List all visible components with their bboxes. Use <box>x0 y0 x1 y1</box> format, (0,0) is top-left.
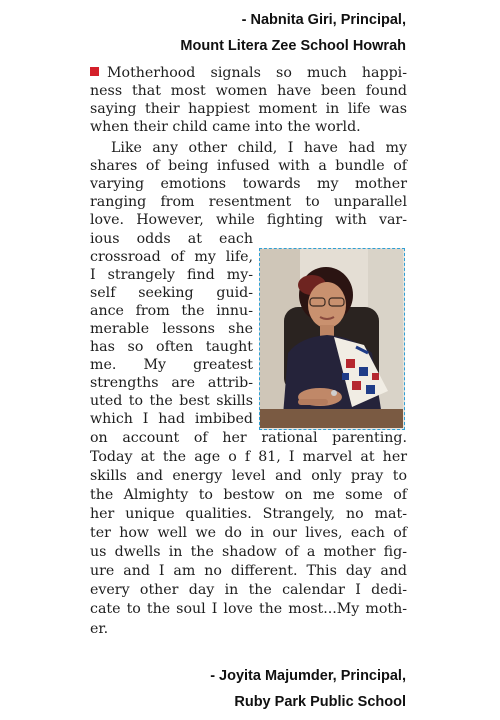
article-line: shares of being infused with a bundle of <box>90 158 407 174</box>
byline-top-school: Mount Litera Zee School Howrah <box>180 38 406 54</box>
red-square-bullet-icon <box>90 67 99 76</box>
article-line: Motherhood signals so much happi- <box>90 64 407 82</box>
article-line: crossroad of my life, <box>90 249 253 265</box>
article-line: strengths are attrib- <box>90 375 253 391</box>
article-line: her unique qualities. Strangely, no mat- <box>90 506 407 522</box>
article-line: the Almighty to bestow on me some of <box>90 487 407 503</box>
article-line: on account of her rational parenting. <box>90 430 407 446</box>
article-line: ness that most women have been found <box>90 83 407 99</box>
author-photo <box>259 248 405 430</box>
article-line: love. However, while fighting with var- <box>90 212 407 228</box>
article-line: er. <box>90 621 109 637</box>
article-line: merable lessons she <box>90 321 253 337</box>
byline-bottom-name: - Joyita Majumder, Principal, <box>210 668 406 684</box>
article-line: skills and energy level and only pray to <box>90 468 407 484</box>
article-line: ranging from resentment to unparallel <box>90 194 407 210</box>
portrait-illustration <box>260 249 403 428</box>
article-line: ious odds at each <box>90 231 253 247</box>
article-line: us dwells in the shadow of a mother fig- <box>90 544 407 560</box>
article-line: me. My greatest <box>90 357 253 373</box>
article-line: varying emotions towards my mother <box>90 176 407 192</box>
article-line: which I had imbibed <box>90 411 253 427</box>
byline-top-name: - Nabnita Giri, Principal, <box>241 12 406 28</box>
article-line: saying their happiest moment in life was <box>90 101 407 117</box>
article-line: uted to the best skills <box>90 393 253 409</box>
byline-bottom-school: Ruby Park Public School <box>234 694 406 710</box>
article-line: cate to the soul I love the most...My moth- <box>90 601 407 617</box>
article-line: ance from the innu- <box>90 303 253 319</box>
article-line: ure and I am no different. This day and <box>90 563 407 579</box>
article-line: self seeking guid- <box>90 285 253 301</box>
article-line: when their child came into the world. <box>90 119 361 135</box>
article-line: ter how well we do in our lives, each of <box>90 525 407 541</box>
article-line: Like any other child, I have had my <box>111 140 407 156</box>
article-line: every other day in the calendar I dedi- <box>90 582 407 598</box>
article-line: I strangely find my- <box>90 267 253 283</box>
article-line: has so often taught <box>90 339 253 355</box>
article-line: Today at the age o f 81, I marvel at her <box>90 449 407 465</box>
